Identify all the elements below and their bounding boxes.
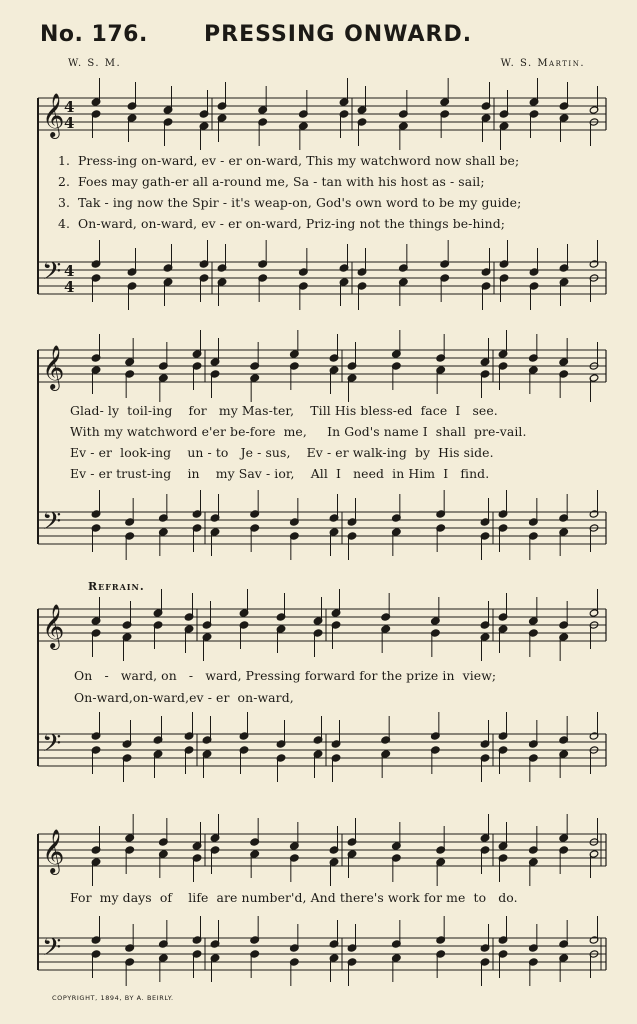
verse-1-line-1 xyxy=(58,153,519,168)
treble-clef: 𝄞 xyxy=(42,604,65,648)
bass-clef: 𝄢 xyxy=(42,507,62,542)
time-signature: 4 xyxy=(64,98,75,116)
verse-3-line-2: Ev - er look-ing un - to Je - sus, Ev - er walk-ing by His side. xyxy=(70,445,494,460)
refrain-line-1: On - ward, on - ward, Pressing forward for the prize in view; xyxy=(74,668,497,683)
refrain-label: Refrain. xyxy=(88,580,145,593)
verse-4-number: 4. xyxy=(58,216,71,231)
time-signature: 4 xyxy=(64,262,75,280)
treble-clef: 𝄞 xyxy=(42,829,65,873)
treble-clef: 𝄞 xyxy=(42,93,65,137)
bass-clef: 𝄢 xyxy=(42,933,62,968)
verse-2-line-1 xyxy=(58,174,485,189)
verse-1-line-2: Glad- ly toil-ing for my Mas-ter, Till His bless-ed face I see. xyxy=(70,403,498,418)
verse-4-line-1 xyxy=(58,216,505,231)
copyright-notice: COPYRIGHT, 1894, BY A. BEIRLY. xyxy=(52,994,174,1002)
lyricist-credit: W. S. M. xyxy=(68,58,122,69)
time-signature: 4 xyxy=(64,114,75,132)
verse-2-line-2: With my watchword e'er be-fore me, In God's name I shall pre-vail. xyxy=(70,424,527,439)
verse-3-text: Tak - ing now the Spir - it's weap-on, God's own word to be my guide; xyxy=(78,195,522,210)
verse-2-text: Foes may gath-er all a-round me, Sa - tan with his host as - sail; xyxy=(78,174,485,189)
verse-4-line-2: Ev - er trust-ing in my Sav - ior, All I need in Him I find. xyxy=(70,466,490,481)
hymn-title: PRESSING ONWARD. xyxy=(204,22,473,47)
final-line: For my days of life are number'd, And there's work for me to do. xyxy=(70,890,518,905)
refrain-line-2: On-ward,on-ward,ev - er on-ward, xyxy=(74,690,294,705)
treble-clef: 𝄞 xyxy=(42,345,65,389)
verse-3-number: 3. xyxy=(58,195,71,210)
verse-4-text: On-ward, on-ward, ev - er on-ward, Priz-ing not the things be-hind; xyxy=(78,216,505,231)
bass-clef: 𝄢 xyxy=(42,257,62,292)
verse-1-number: 1. xyxy=(58,153,71,168)
time-signature: 4 xyxy=(64,278,75,296)
hymn-number: No. 176. xyxy=(40,22,148,47)
composer-credit: W. S. Martin. xyxy=(500,58,585,69)
bass-clef: 𝄢 xyxy=(42,729,62,764)
verse-1-text: Press-ing on-ward, ev - er on-ward, This my watchword now shall be; xyxy=(78,153,520,168)
verse-3-line-1 xyxy=(58,195,521,210)
verse-2-number: 2. xyxy=(58,174,71,189)
